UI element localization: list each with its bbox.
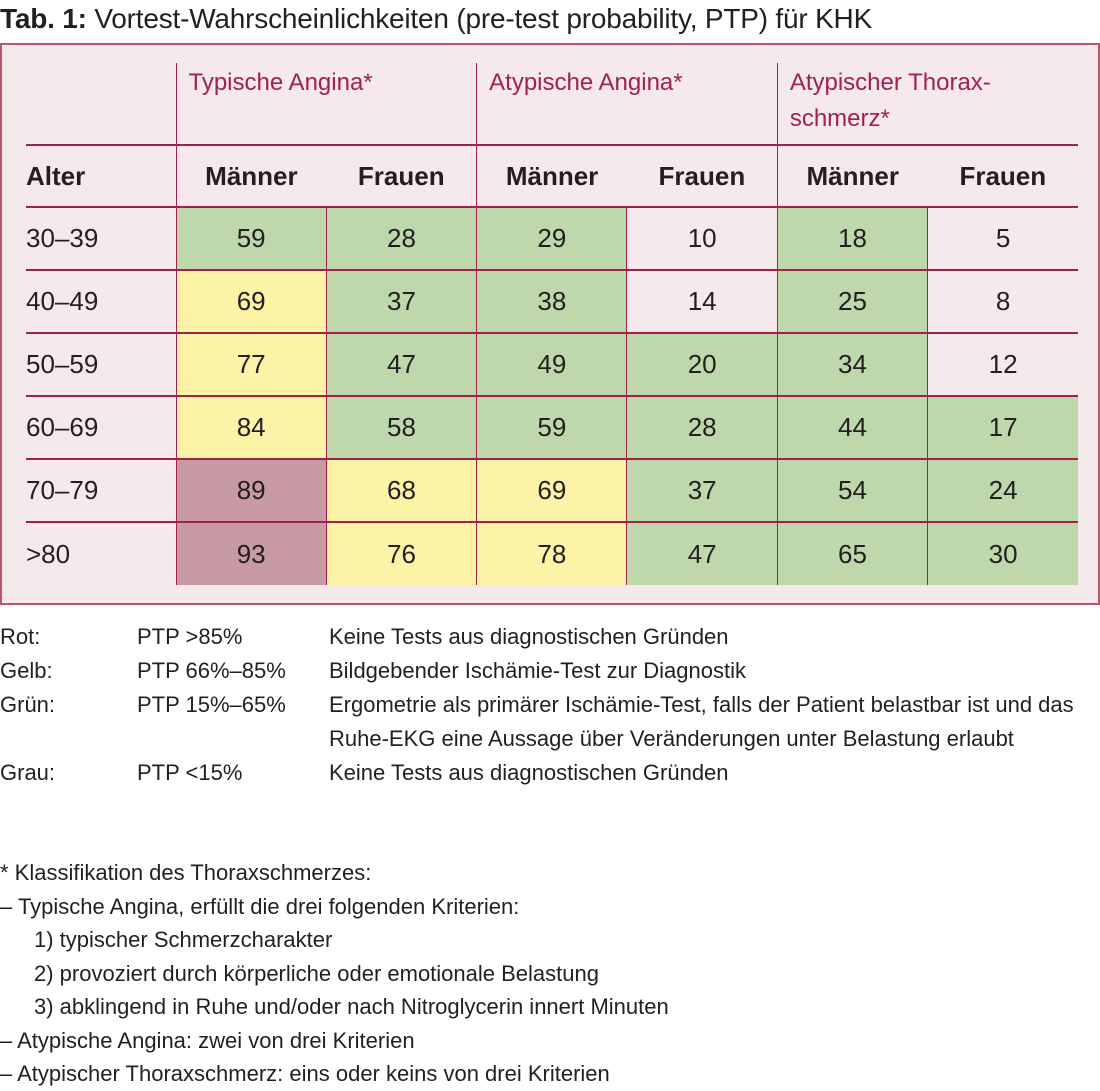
legend-range: PTP 66%–85% xyxy=(137,658,286,683)
ptp-value-cell: 34 xyxy=(777,333,927,396)
ptp-value-cell: 47 xyxy=(627,522,777,585)
legend-color-label: Grün: xyxy=(0,692,56,717)
ptp-value-cell: 93 xyxy=(176,522,326,585)
column-header-alter: Alter xyxy=(26,145,176,207)
ptp-table-panel xyxy=(0,43,1100,605)
note-criterion-1: 1) typischer Schmerzcharakter xyxy=(34,927,333,952)
note-criterion-3: 3) abklingend in Ruhe und/oder nach Nitroglycerin innert Minuten xyxy=(34,994,669,1019)
ptp-value-cell: 68 xyxy=(326,459,476,522)
ptp-value-cell: 24 xyxy=(928,459,1078,522)
age-cell: 60–69 xyxy=(26,396,176,459)
table-title-text: Vortest-Wahrscheinlichkeiten (pre-test probability, PTP) für KHK xyxy=(86,3,873,34)
note-typical-angina: – Typische Angina, erfüllt die drei folgenden Kriterien: xyxy=(0,893,520,919)
ptp-value-cell: 77 xyxy=(176,333,326,396)
ptp-value-cell: 89 xyxy=(176,459,326,522)
column-header-frauen: Frauen xyxy=(627,145,777,207)
table-title-label: Tab. 1: xyxy=(0,3,87,34)
ptp-value-cell: 76 xyxy=(326,522,476,585)
ptp-value-cell: 28 xyxy=(326,207,476,270)
ptp-value-cell: 37 xyxy=(627,459,777,522)
column-header-frauen: Frauen xyxy=(326,145,476,207)
classification-notes xyxy=(0,856,1100,1091)
ptp-value-cell: 25 xyxy=(777,270,927,333)
ptp-value-cell: 14 xyxy=(627,270,777,333)
sub-header-row xyxy=(26,145,1078,207)
age-cell: 40–49 xyxy=(26,270,176,333)
table-row xyxy=(26,270,1078,333)
column-header-maenner: Männer xyxy=(777,145,927,207)
ptp-value-cell: 38 xyxy=(477,270,627,333)
ptp-value-cell: 12 xyxy=(928,333,1078,396)
group-header-typische-angina: Typische Angina* xyxy=(176,63,477,145)
ptp-value-cell: 49 xyxy=(477,333,627,396)
ptp-value-cell: 17 xyxy=(928,396,1078,459)
color-legend xyxy=(0,620,1100,790)
legend-range: PTP >85% xyxy=(137,624,243,649)
legend-description: Ergometrie als primärer Ischämie-Test, falls der Patient belastbar ist und das Ruhe-EKG eine Aussage über Veränderungen unter Belastung erlaubt xyxy=(329,692,1074,751)
ptp-value-cell: 8 xyxy=(928,270,1078,333)
ptp-table-body xyxy=(26,207,1078,585)
ptp-value-cell: 69 xyxy=(176,270,326,333)
group-header-atypischer-thoraxschmerz xyxy=(777,63,1078,145)
table-row xyxy=(26,459,1078,522)
column-header-maenner: Männer xyxy=(176,145,326,207)
ptp-value-cell: 10 xyxy=(627,207,777,270)
ptp-value-cell: 5 xyxy=(928,207,1078,270)
ptp-table xyxy=(26,63,1078,585)
ptp-value-cell: 37 xyxy=(326,270,476,333)
notes-heading: * Klassifikation des Thoraxschmerzes: xyxy=(0,860,372,885)
column-header-maenner: Männer xyxy=(477,145,627,207)
note-atypical-angina: – Atypische Angina: zwei von drei Kriterien xyxy=(0,1027,415,1053)
legend-row xyxy=(0,654,1100,688)
ptp-value-cell: 47 xyxy=(326,333,476,396)
ptp-value-cell: 78 xyxy=(477,522,627,585)
table-title xyxy=(0,0,1100,40)
ptp-value-cell: 84 xyxy=(176,396,326,459)
legend-row xyxy=(0,620,1100,654)
age-cell: 50–59 xyxy=(26,333,176,396)
ptp-value-cell: 59 xyxy=(477,396,627,459)
legend-color-label: Grau: xyxy=(0,760,56,785)
ptp-value-cell: 28 xyxy=(627,396,777,459)
group-header-empty xyxy=(26,63,176,145)
table-row xyxy=(26,333,1078,396)
legend-color-label: Rot: xyxy=(0,624,41,649)
legend-color-label: Gelb: xyxy=(0,658,53,683)
age-cell: 30–39 xyxy=(26,207,176,270)
ptp-value-cell: 54 xyxy=(777,459,927,522)
ptp-value-cell: 29 xyxy=(477,207,627,270)
legend-description: Bildgebender Ischämie-Test zur Diagnostik xyxy=(329,658,746,683)
ptp-value-cell: 30 xyxy=(928,522,1078,585)
age-cell: >80 xyxy=(26,538,71,569)
legend-description: Keine Tests aus diagnostischen Gründen xyxy=(329,624,729,649)
note-criterion-2: 2) provoziert durch körperliche oder emotionale Belastung xyxy=(34,960,599,986)
table-row xyxy=(26,396,1078,459)
ptp-value-cell: 44 xyxy=(777,396,927,459)
legend-row xyxy=(0,688,1100,756)
group-header-row xyxy=(26,63,1078,145)
group-header-atypische-angina: Atypische Angina* xyxy=(477,63,778,145)
ptp-value-cell: 18 xyxy=(777,207,927,270)
age-cell: 70–79 xyxy=(26,459,176,522)
group-header-line: Atypischer Thorax- xyxy=(789,69,991,96)
ptp-value-cell: 58 xyxy=(326,396,476,459)
legend-range: PTP 15%–65% xyxy=(137,692,286,717)
ptp-value-cell: 65 xyxy=(777,522,927,585)
table-row xyxy=(26,522,1078,585)
legend-description: Keine Tests aus diagnostischen Gründen xyxy=(329,760,729,785)
column-header-frauen: Frauen xyxy=(928,145,1078,207)
legend-row xyxy=(0,756,1100,790)
legend-range: PTP <15% xyxy=(137,760,243,785)
note-atypical-thorax: – Atypischer Thoraxschmerz: eins oder keins von drei Kriterien xyxy=(0,1061,610,1086)
ptp-value-cell: 59 xyxy=(176,207,326,270)
table-row xyxy=(26,207,1078,270)
ptp-value-cell: 69 xyxy=(477,459,627,522)
group-header-line: schmerz* xyxy=(789,105,890,132)
ptp-value-cell: 20 xyxy=(627,333,777,396)
